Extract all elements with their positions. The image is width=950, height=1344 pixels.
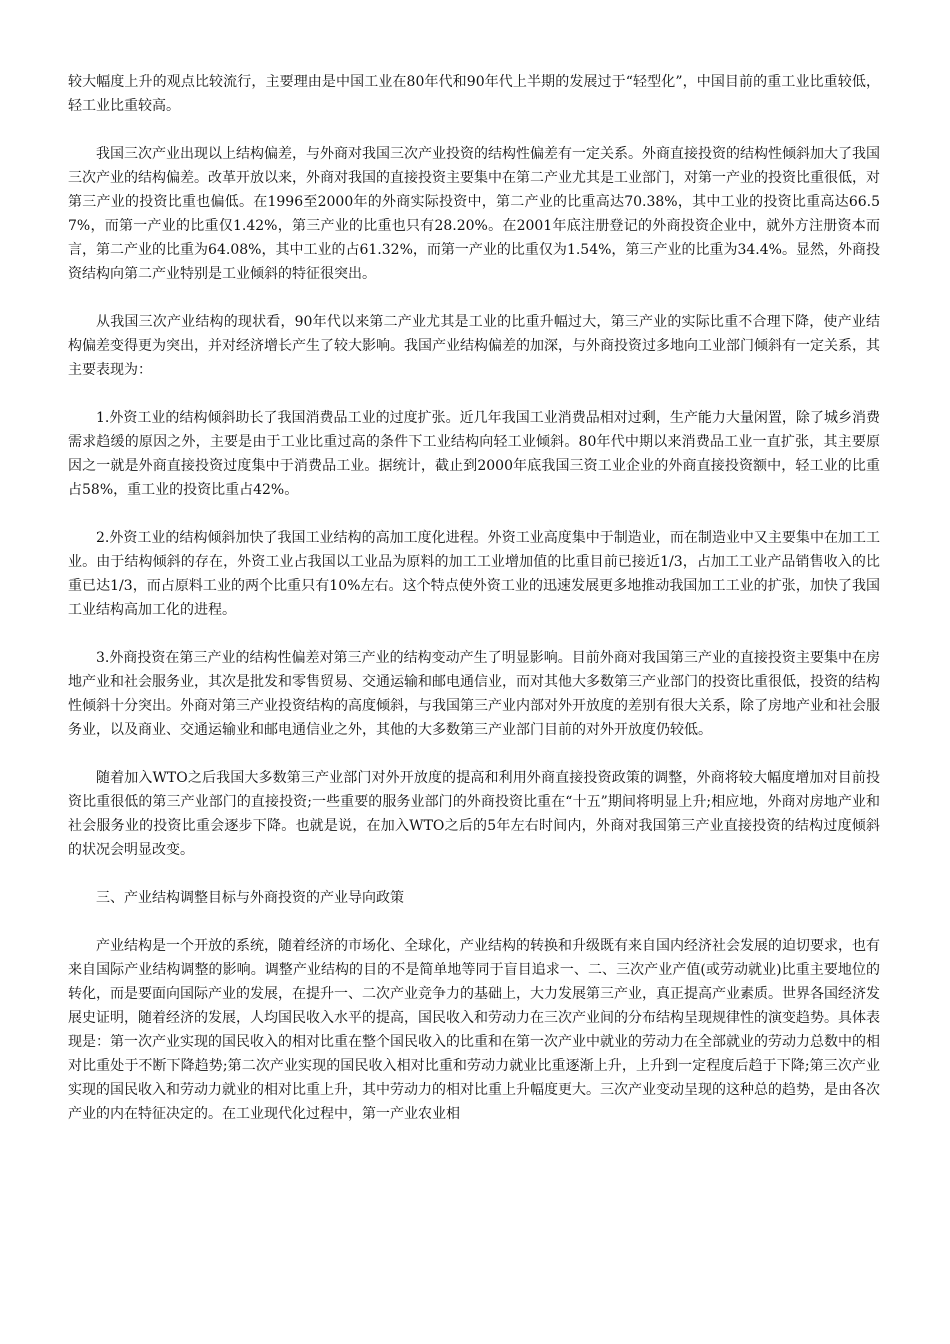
paragraph-current-structure: 从我国三次产业结构的现状看，90年代以来第二产业尤其是工业的比重升幅过大，第三产业的实际比重不合理下降，使产业结构偏差变得更为突出，并对经济增长产生了较大影响。我国产业结构偏差的加深，与外商投资过多地向工业部门倾斜有一定关系，其主要表现为：	[68, 314, 880, 378]
paragraph-point-2: 2.外资工业的结构倾斜加快了我国工业结构的高加工度化进程。外资工业高度集中于制造业，而在制造业中又主要集中在加工工业。由于结构倾斜的存在，外资工业占我国以工业品为原料的加工工业增加值的比重目前已接近1/3，占加工工业产品销售收入的比重已达1/3，而占原料工业的两个比重只有10%左右。这个特点使外资工业的迅速发展更多地推动我国加工工业的扩张，加快了我国工业结构高加工化的进程。	[68, 530, 880, 618]
paragraph-point-1: 1.外资工业的结构倾斜助长了我国消费品工业的过度扩张。近几年我国工业消费品相对过剩，生产能力大量闲置，除了城乡消费需求趋缓的原因之外，主要是由于工业比重过高的条件下工业结构向轻工业倾斜。80年代中期以来消费品工业一直扩张，其主要原因之一就是外商直接投资过度集中于消费品工业。据统计，截止到2000年底我国三资工业企业的外商直接投资额中，轻工业的比重占58%，重工业的投资比重占42%。	[68, 410, 880, 498]
paragraph-structural-deviation: 我国三次产业出现以上结构偏差，与外商对我国三次产业投资的结构性偏差有一定关系。外商直接投资的结构性倾斜加大了我国三次产业的结构偏差。改革开放以来，外商对我国的直接投资主要集中在第二产业尤其是工业部门，对第一产业的投资比重很低，对第三产业的投资比重也偏低。在1996至2000年的外商实际投资中，第二产业的比重高达70.38%，其中工业的投资比重高达66.57%，而第一产业的比重仅1.42%，第三产业的比重也只有28.20%。在2001年底注册登记的外商投资企业中，就外方注册资本而言，第二产业的比重为64.08%，其中工业的占61.32%，而第一产业的比重仅为1.54%，第三产业的比重为34.4%。显然，外商投资结构向第二产业特别是工业倾斜的特征很突出。	[68, 146, 880, 282]
paragraph-continuation: 较大幅度上升的观点比较流行，主要理由是中国工业在80年代和90年代上半期的发展过于“轻型化”，中国目前的重工业比重较低，轻工业比重较高。	[68, 74, 880, 114]
paragraph-industrial-structure: 产业结构是一个开放的系统，随着经济的市场化、全球化，产业结构的转换和升级既有来自国内经济社会发展的迫切要求，也有来自国际产业结构调整的影响。调整产业结构的目的不是简单地等同于盲目追求一、二、三次产业产值(或劳动就业)比重主要地位的转化，而是要面向国际产业的发展，在提升一、二次产业竞争力的基础上，大力发展第三产业，真正提高产业素质。世界各国经济发展史证明，随着经济的发展，人均国民收入水平的提高，国民收入和劳动力在三次产业间的分布结构呈现规律性的演变趋势。具体表现是：第一次产业实现的国民收入的相对比重在整个国民收入的比重和在第一次产业中就业的劳动力在全部就业的劳动力总数中的相对比重处于不断下降趋势;第二次产业实现的国民收入相对比重和劳动力就业比重逐渐上升，上升到一定程度后趋于下降;第三次产业实现的国民收入和劳动力就业的相对比重上升，其中劳动力的相对比重上升幅度更大。三次产业变动呈现的这种总的趋势，是由各次产业的内在特征决定的。在工业现代化过程中，第一产业农业相	[68, 938, 880, 1122]
section-heading: 三、产业结构调整目标与外商投资的产业导向政策	[96, 890, 404, 906]
paragraph-point-3: 3.外商投资在第三产业的结构性偏差对第三产业的结构变动产生了明显影响。目前外商对我国第三产业的直接投资主要集中在房地产业和社会服务业，其次是批发和零售贸易、交通运输和邮电通信业，而对其他大多数第三产业部门的投资比重很低，投资的结构性倾斜十分突出。外商对第三产业投资结构的高度倾斜，与我国第三产业内部对外开放度的差别有很大关系，除了房地产业和社会服务业，以及商业、交通运输业和邮电通信业之外，其他的大多数第三产业部门目前的对外开放度仍较低。	[68, 650, 880, 738]
document-page	[68, 70, 880, 1150]
paragraph-wto-outlook: 随着加入WTO之后我国大多数第三产业部门对外开放度的提高和利用外商直接投资政策的调整，外商将较大幅度增加对目前投资比重很低的第三产业部门的直接投资;一些重要的服务业部门的外商投资比重在“十五”期间将明显上升;相应地，外商对房地产业和社会服务业的投资比重会逐步下降。也就是说，在加入WTO之后的5年左右时间内，外商对我国第三产业直接投资的结构过度倾斜的状况会明显改变。	[68, 770, 880, 858]
